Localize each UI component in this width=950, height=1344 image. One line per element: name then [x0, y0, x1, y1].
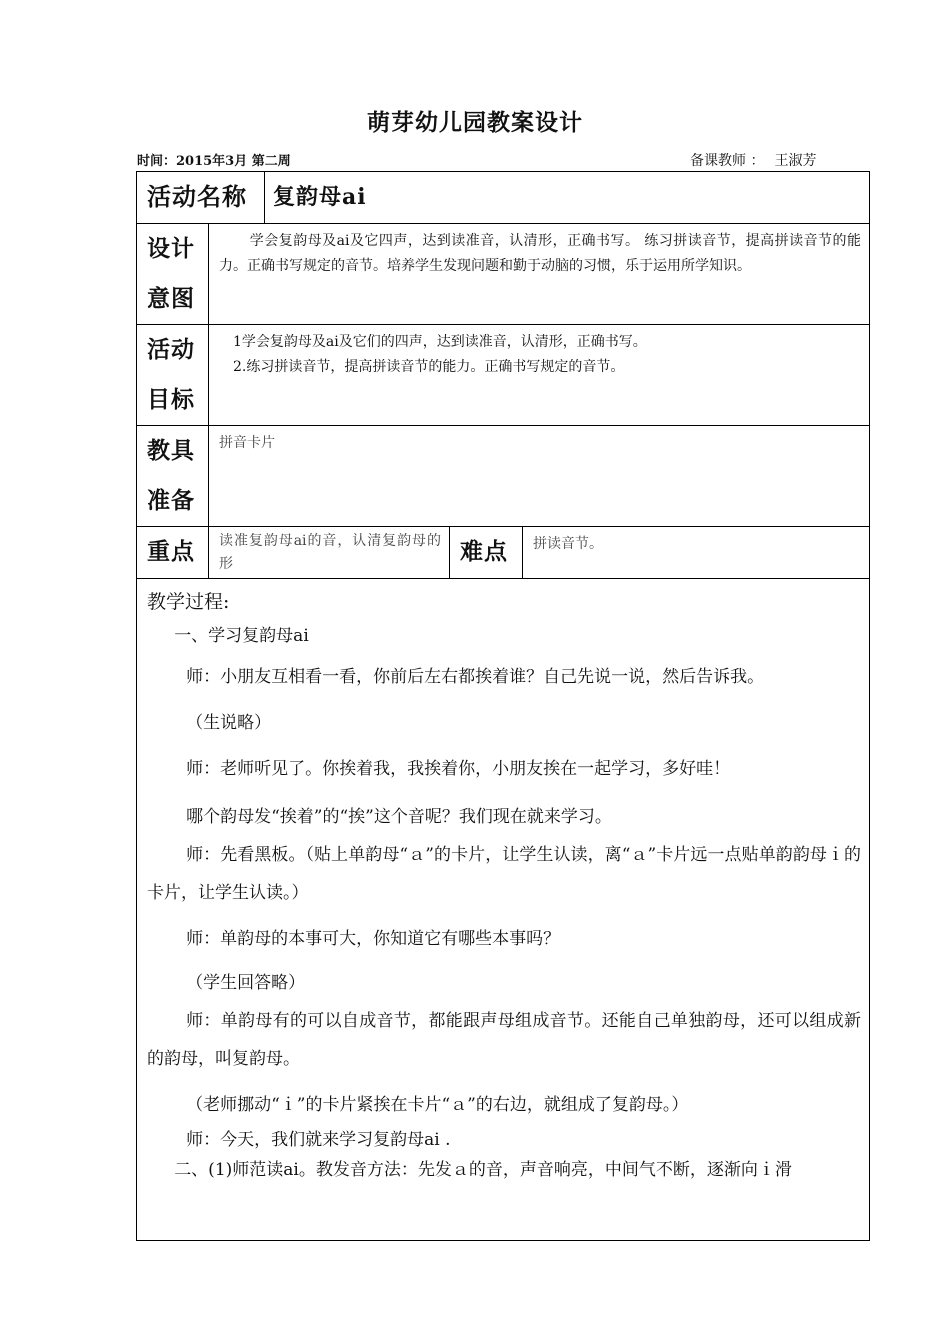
- process-line-1: 一、学习复韵母ai: [174, 626, 309, 646]
- process-line-9: 师：单韵母有的可以自成音节，都能跟声母组成音节。还能自己单独韵母，还可以组成新的韵母，叫复韵母。: [147, 1011, 862, 1069]
- process-line-5: 哪个韵母发“挨着”的“挨”这个音呢？我们现在就来学习。: [186, 807, 612, 827]
- goals-row: [137, 325, 870, 426]
- process-line-8: （学生回答略）: [186, 973, 306, 993]
- key-difficulty-row: [137, 527, 870, 579]
- process-line-11: 师：今天，我们就来学习复韵母ai .: [186, 1130, 451, 1150]
- date-week: 时间：2015年3月 第二周: [137, 154, 291, 169]
- design-intent-label-line1: 设计: [147, 235, 195, 262]
- materials-label: [137, 426, 209, 527]
- materials-text: 拼音卡片: [209, 426, 870, 527]
- teacher-label: 备课教师 ：: [690, 153, 765, 169]
- teaching-process: [137, 579, 870, 1241]
- key-point-label: 重点: [137, 527, 209, 579]
- process-line-4: 师：老师听见了。你挨着我，我挨着你，小朋友挨在一起学习，多好哇！: [186, 759, 731, 779]
- activity-name-value: 复韵母ai: [265, 172, 870, 224]
- process-line-3: （生说略）: [186, 713, 272, 733]
- difficulty-label: 难点: [450, 527, 523, 579]
- goal-item-2: 2.练习拼读音节，提高拼读音节的能力。正确书写规定的音节。: [233, 359, 625, 375]
- document-title: 萌芽幼儿园教案设计: [367, 109, 583, 136]
- process-heading: 教学过程:: [147, 591, 230, 613]
- goal-item-1: 1学会复韵母及ai及它们的四声，达到读准音，认清形，正确书写。: [233, 334, 647, 350]
- materials-label-line2: 准备: [147, 487, 195, 514]
- lesson-plan-table: [136, 171, 870, 1241]
- materials-label-line1: 教具: [147, 437, 195, 464]
- process-line-2: 师：小朋友互相看一看，你前后左右都挨着谁？自己先说一说，然后告诉我。: [186, 667, 765, 687]
- process-line-10: （老师挪动“ｉ”的卡片紧挨在卡片“ａ”的右边，就组成了复韵母。）: [186, 1095, 689, 1115]
- process-row: [137, 579, 870, 1241]
- design-intent-row: [137, 224, 870, 325]
- activity-name-label: 活动名称: [137, 172, 265, 224]
- activity-name-row: [137, 172, 870, 224]
- key-point-text: 读准复韵母ai的音，认清复韵母的形: [209, 527, 450, 579]
- difficulty-text: 拼读音节。: [523, 527, 870, 579]
- teacher-name: 王淑芳: [774, 153, 817, 169]
- goals-label: [137, 325, 209, 426]
- design-intent-label: [137, 224, 209, 325]
- teacher-info: [690, 150, 816, 170]
- goals-list: [209, 325, 870, 426]
- design-intent-label-line2: 意图: [147, 285, 195, 312]
- materials-row: [137, 426, 870, 527]
- design-intent-text: 学会复韵母及ai及它四声，达到读准音，认清形，正确书写。 练习拼读音节，提高拼读音节的能力。正确书写规定的音节。培养学生发现问题和勤于动脑的习惯，乐于运用所学知识。: [209, 224, 870, 325]
- process-line-7: 师：单韵母的本事可大，你知道它有哪些本事吗？: [186, 929, 561, 949]
- goals-label-line1: 活动: [147, 336, 195, 363]
- process-line-6: 师：先看黑板。（贴上单韵母“ａ”的卡片，让学生认读，离“ａ”卡片远一点贴单韵韵母ｉ的卡片，让学生认读。）: [147, 845, 862, 903]
- goals-label-line2: 目标: [147, 386, 195, 413]
- process-body: [147, 622, 861, 1184]
- process-line-12: 二、(1)师范读ai。教发音方法：先发ａ的音，声音响亮，中间气不断，逐渐向ｉ滑: [174, 1160, 792, 1180]
